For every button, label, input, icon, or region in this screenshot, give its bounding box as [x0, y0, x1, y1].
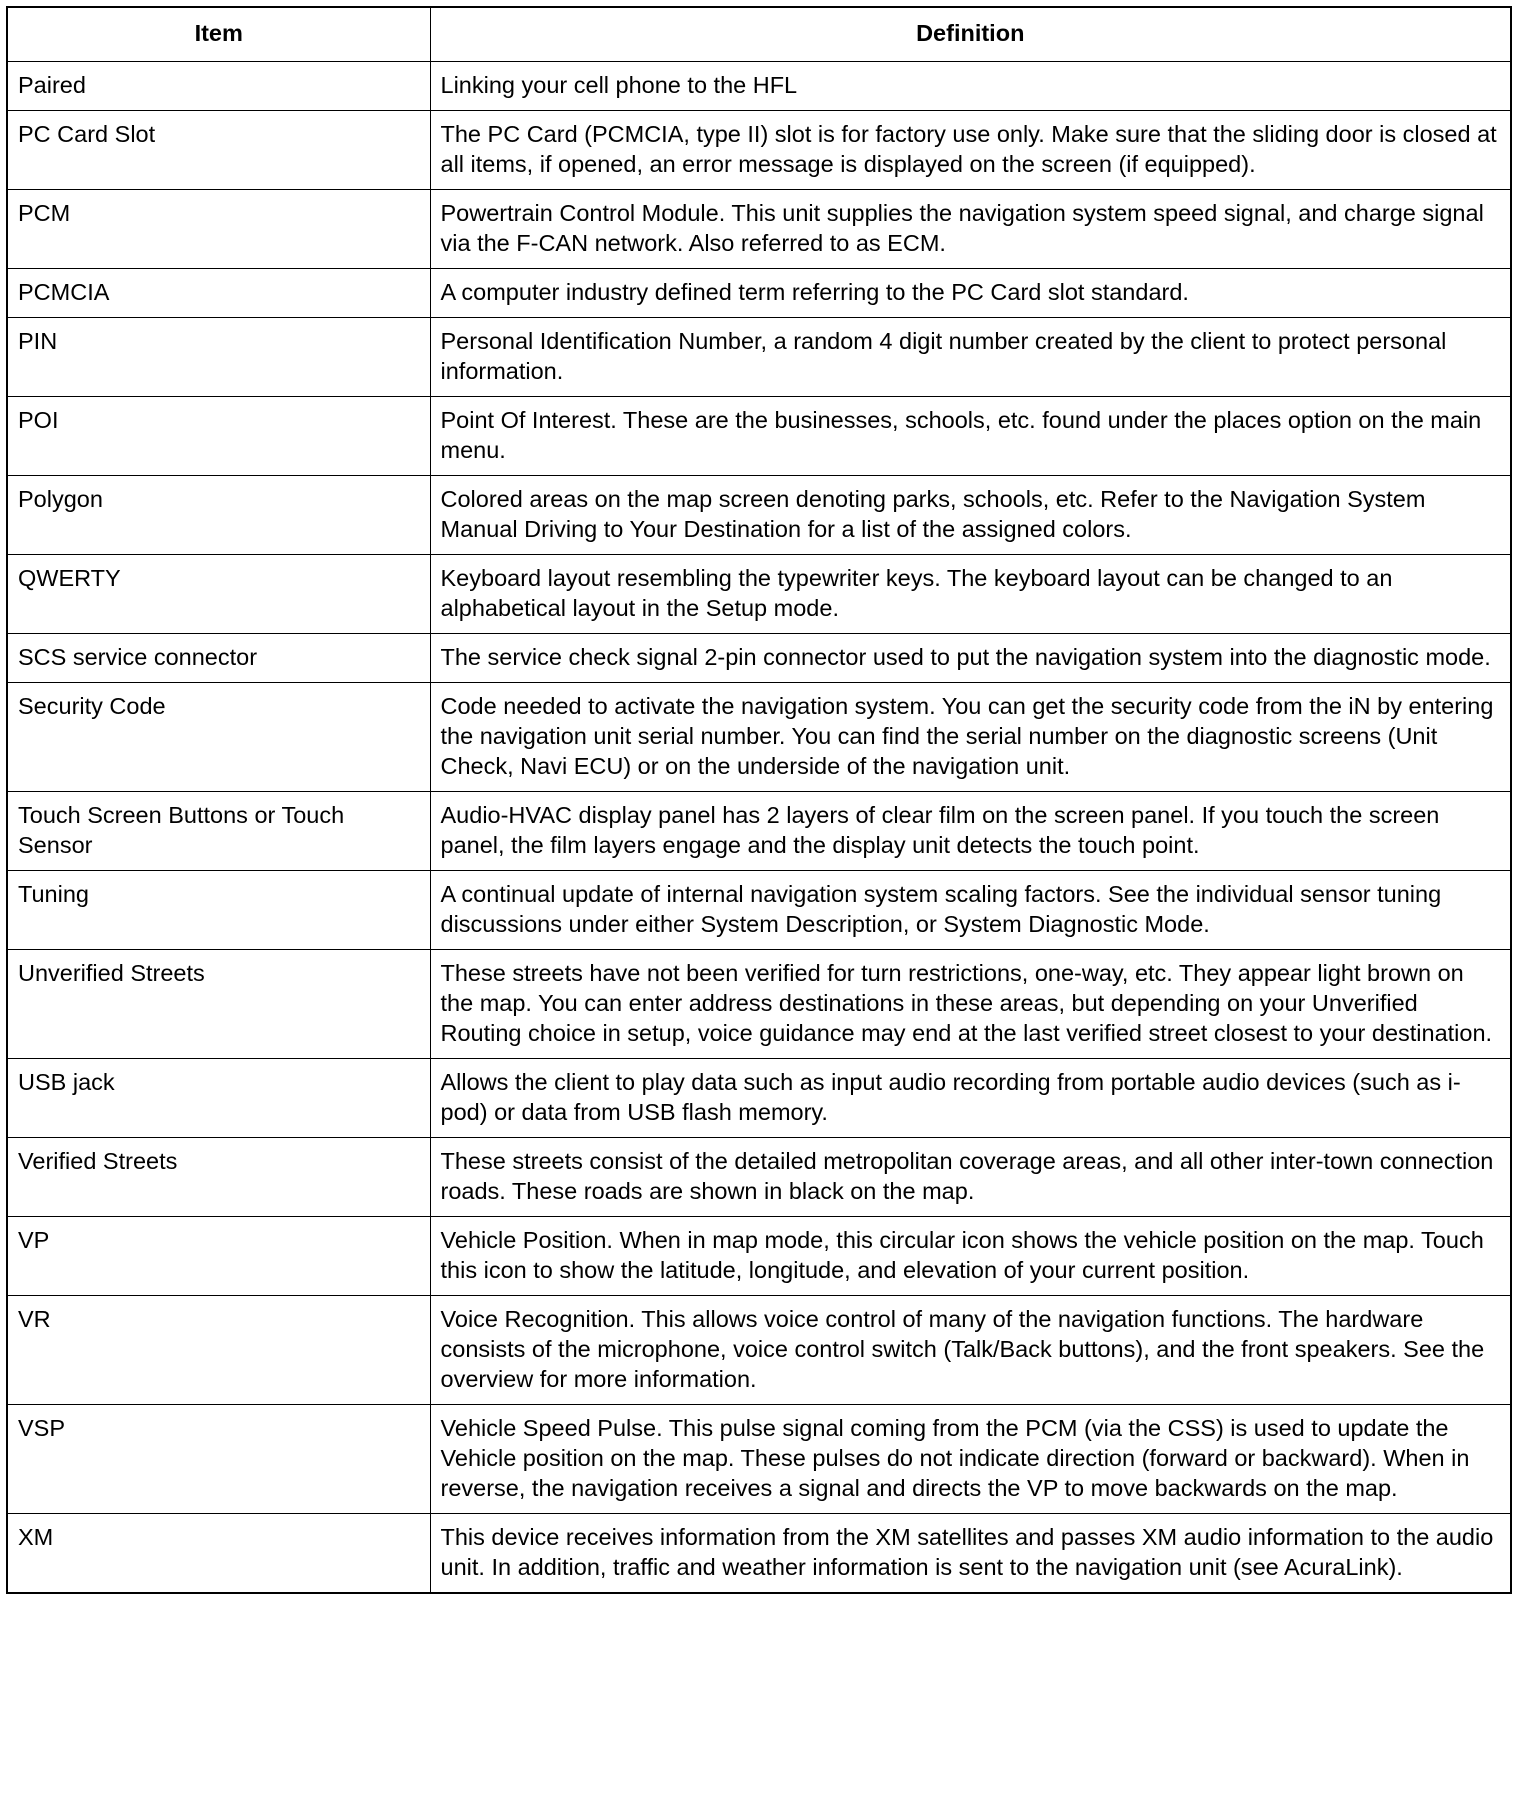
item-cell: Paired — [7, 62, 430, 111]
definition-cell: Colored areas on the map screen denoting parks, schools, etc. Refer to the Navigation System Manual Driving to Your Destination for a list of the assigned colors. — [430, 476, 1511, 555]
table-row — [7, 190, 1511, 269]
definition-cell: Vehicle Speed Pulse. This pulse signal coming from the PCM (via the CSS) is used to update the Vehicle position on the map. These pulses do not indicate direction (forward or backward). When in reverse, the navigation receives a signal and directs the VP to move backwards on the map. — [430, 1405, 1511, 1514]
definition-cell: The service check signal 2-pin connector used to put the navigation system into the diagnostic mode. — [430, 634, 1511, 683]
table-row — [7, 318, 1511, 397]
table-row — [7, 1217, 1511, 1296]
item-cell: VR — [7, 1296, 430, 1405]
item-cell: Touch Screen Buttons or Touch Sensor — [7, 792, 430, 871]
definition-cell: Keyboard layout resembling the typewriter keys. The keyboard layout can be changed to an alphabetical layout in the Setup mode. — [430, 555, 1511, 634]
item-cell: QWERTY — [7, 555, 430, 634]
definition-cell: The PC Card (PCMCIA, type II) slot is for factory use only. Make sure that the sliding door is closed at all items, if opened, an error message is displayed on the screen (if equipped). — [430, 111, 1511, 190]
item-cell: PCMCIA — [7, 269, 430, 318]
definition-cell: Powertrain Control Module. This unit supplies the navigation system speed signal, and charge signal via the F-CAN network. Also referred to as ECM. — [430, 190, 1511, 269]
item-cell: USB jack — [7, 1059, 430, 1138]
table-row — [7, 62, 1511, 111]
definition-cell: Vehicle Position. When in map mode, this circular icon shows the vehicle position on the map. Touch this icon to show the latitude, longitude, and elevation of your current position. — [430, 1217, 1511, 1296]
table-row — [7, 683, 1511, 792]
table-row — [7, 1059, 1511, 1138]
definition-cell: These streets consist of the detailed metropolitan coverage areas, and all other inter-town connection roads. These roads are shown in black on the map. — [430, 1138, 1511, 1217]
definition-cell: Personal Identification Number, a random 4 digit number created by the client to protect personal information. — [430, 318, 1511, 397]
table-row — [7, 111, 1511, 190]
table-row — [7, 792, 1511, 871]
definition-cell: Code needed to activate the navigation system. You can get the security code from the iN by entering the navigation unit serial number. You can find the serial number on the diagnostic screens (Unit Check, Navi ECU) or on the underside of the navigation unit. — [430, 683, 1511, 792]
table-row — [7, 269, 1511, 318]
table-header-row — [7, 7, 1511, 62]
item-cell: PC Card Slot — [7, 111, 430, 190]
item-cell: Unverified Streets — [7, 950, 430, 1059]
item-cell: Verified Streets — [7, 1138, 430, 1217]
item-column-header: Item — [7, 7, 430, 62]
table-row — [7, 1514, 1511, 1594]
definition-cell: Allows the client to play data such as input audio recording from portable audio devices (such as i-pod) or data from USB flash memory. — [430, 1059, 1511, 1138]
definition-cell: Audio-HVAC display panel has 2 layers of clear film on the screen panel. If you touch the screen panel, the film layers engage and the display unit detects the touch point. — [430, 792, 1511, 871]
item-cell: SCS service connector — [7, 634, 430, 683]
definition-column-header: Definition — [430, 7, 1511, 62]
definition-cell: Voice Recognition. This allows voice control of many of the navigation functions. The hardware consists of the microphone, voice control switch (Talk/Back buttons), and the front speakers. See the overview for more information. — [430, 1296, 1511, 1405]
glossary-sheet — [6, 6, 1510, 1594]
item-cell: PCM — [7, 190, 430, 269]
table-row — [7, 634, 1511, 683]
definition-cell: Linking your cell phone to the HFL — [430, 62, 1511, 111]
table-row — [7, 397, 1511, 476]
item-cell: Tuning — [7, 871, 430, 950]
item-cell: Security Code — [7, 683, 430, 792]
item-cell: XM — [7, 1514, 430, 1594]
definition-cell: Point Of Interest. These are the businesses, schools, etc. found under the places option on the main menu. — [430, 397, 1511, 476]
definition-cell: A computer industry defined term referring to the PC Card slot standard. — [430, 269, 1511, 318]
definition-cell: This device receives information from the XM satellites and passes XM audio information to the audio unit. In addition, traffic and weather information is sent to the navigation unit (see AcuraLink). — [430, 1514, 1511, 1594]
glossary-table — [6, 6, 1512, 1594]
table-row — [7, 871, 1511, 950]
table-row — [7, 950, 1511, 1059]
table-row — [7, 1405, 1511, 1514]
table-row — [7, 555, 1511, 634]
item-cell: Polygon — [7, 476, 430, 555]
table-row — [7, 1138, 1511, 1217]
item-cell: VSP — [7, 1405, 430, 1514]
item-cell: VP — [7, 1217, 430, 1296]
definition-cell: A continual update of internal navigation system scaling factors. See the individual sensor tuning discussions under either System Description, or System Diagnostic Mode. — [430, 871, 1511, 950]
definition-cell: These streets have not been verified for turn restrictions, one-way, etc. They appear light brown on the map. You can enter address destinations in these areas, but depending on your Unverified Routing choice in setup, voice guidance may end at the last verified street closest to your destination. — [430, 950, 1511, 1059]
table-row — [7, 476, 1511, 555]
table-row — [7, 1296, 1511, 1405]
item-cell: POI — [7, 397, 430, 476]
item-cell: PIN — [7, 318, 430, 397]
